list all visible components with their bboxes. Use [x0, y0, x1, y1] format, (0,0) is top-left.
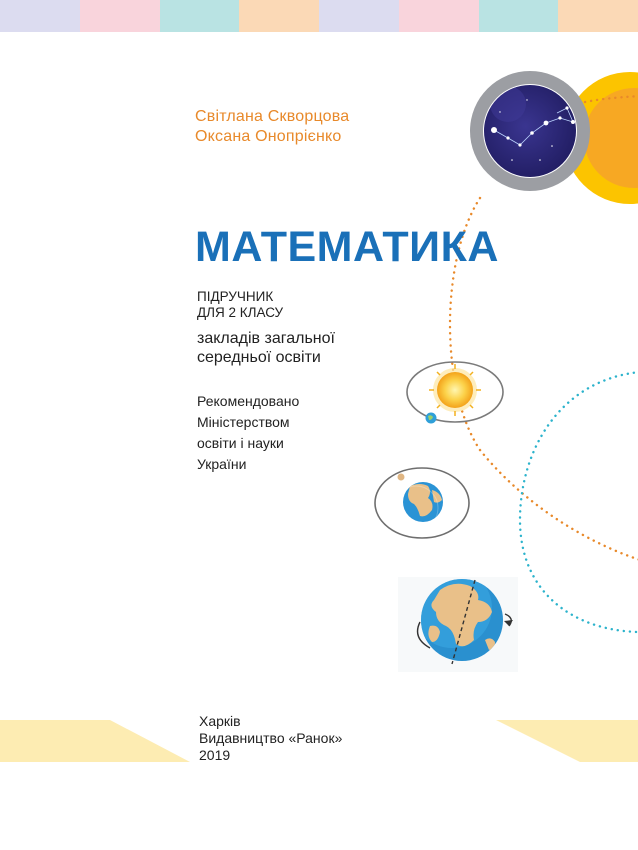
- publisher-info: [199, 713, 342, 764]
- bottom-band-right: [496, 720, 638, 762]
- subtitle-upper: [197, 289, 283, 320]
- constellation-icon: [470, 71, 590, 191]
- bottom-band-left: [0, 720, 190, 762]
- earth-orbit-icon: [375, 468, 469, 538]
- authors: [195, 107, 349, 147]
- subtitle-line: середньої освіти: [197, 349, 321, 366]
- recommendation-line: Міністерством: [197, 414, 290, 430]
- subtitle-line: ДЛЯ 2 КЛАСУ: [197, 304, 284, 320]
- subtitle-line: ПІДРУЧНИК: [197, 289, 274, 304]
- subtitle-line: закладів загальної: [197, 330, 335, 347]
- publish-year: 2019: [199, 747, 231, 763]
- recommendation-line: освіти і науки: [197, 435, 284, 451]
- globe-icon: [398, 568, 518, 672]
- recommendation-line: України: [197, 456, 247, 472]
- sun-icon: [407, 362, 503, 424]
- blue-orbit: [520, 372, 638, 632]
- author-name: Світлана Скворцова: [195, 108, 350, 125]
- publisher-name: Видавництво «Ранок»: [199, 730, 343, 746]
- recommendation-line: Рекомендовано: [197, 393, 300, 409]
- book-title: МАТЕМАТИКА: [195, 223, 499, 271]
- author-name: Оксана Онопрієнко: [195, 128, 342, 145]
- publisher-city: Харків: [199, 713, 241, 729]
- subtitle-lower: [197, 329, 335, 367]
- recommendation-note: [197, 391, 299, 475]
